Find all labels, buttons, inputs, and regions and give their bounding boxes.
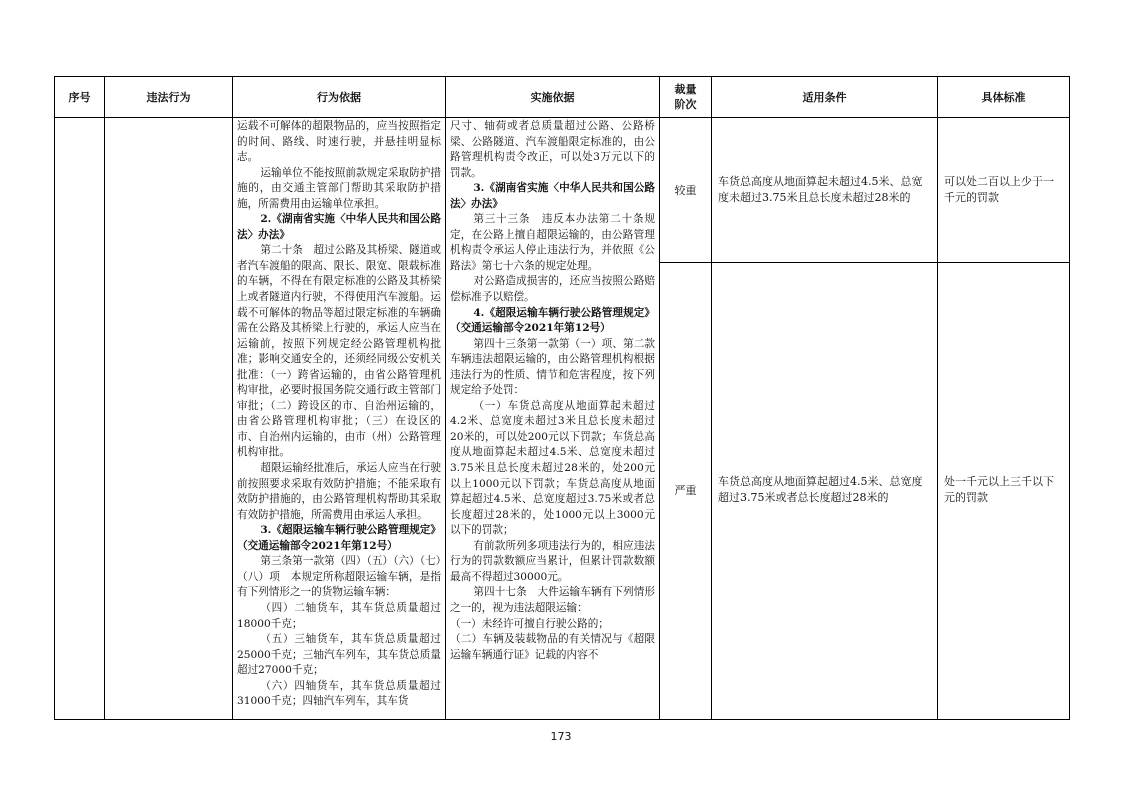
header-level-line1: 裁量 (674, 83, 697, 96)
header-level-line2: 阶次 (674, 98, 697, 111)
impl-text: （一）车货总高度从地面算起未超过4.2米、总宽度未超过3米且总长度未超过20米的，可以处200元以下罚款；车货总高度从地面算起未超过4.5米、总宽度未超过3.75米且总长度未超过28米的，处200元以上1000元以下罚款；车货总高度从地面算起超过4.5米、总宽度超过3.75米或者总长度超过28米的，处1000元以上3000元以下的罚款； (450, 399, 655, 537)
header-implementation: 实施依据 (446, 77, 660, 118)
header-level (660, 77, 712, 118)
table-row (55, 118, 1070, 720)
basis-text: （四）二轴货车，其车货总质量超过18000千克； (237, 601, 441, 630)
condition-row2 (712, 263, 937, 717)
basis-text: （六）四轴货车，其车货总质量超过31000千克；四轴汽车列车，其车货 (237, 679, 441, 708)
basis-text: 超限运输经批准后，承运人应当在行驶前按照要求采取有效防护措施；不能采取有效防护措施的，由公路管理机构帮助其采取有效防护措施，所需费用由承运人承担。 (237, 462, 441, 521)
header-standard: 具体标准 (938, 77, 1070, 118)
impl-text: 第四十三条第一款第（一）项、第二款 车辆违法超限运输的，由公路管理机构根据违法行为的性质、情节和危害程度，按下列规定给予处罚： (450, 337, 666, 397)
table-header-row (55, 77, 1070, 118)
impl-text: （一）未经许可擅自行驶公路的； (450, 617, 609, 630)
cell-implementation (446, 118, 666, 720)
page-number: 173 (550, 730, 572, 743)
condition-heavy: 车货总高度从地面算起未超过4.5米、总宽度未超过3.75米且总长度未超过28米的 (718, 175, 923, 204)
basis-text: 运输单位不能按照前款规定采取防护措施的，由交通主管部门帮助其采取防护措施，所需费用由运输单位承担。 (237, 166, 441, 210)
impl-text: 第四十七条 大件运输车辆有下列情形之一的，视为违法超限运输： (450, 586, 655, 614)
level-severe: 严重 (674, 484, 697, 497)
basis-text: 第二十条 超过公路及其桥梁、隧道或者汽车渡船的限高、限长、限宽、限载标准的车辆，不得在有限定标准的公路及其桥梁上或者隧道内行驶，不得使用汽车渡船。运载不可解体的物品等超过限定标准的车辆确需在公路及其桥梁上行驶的，承运人应当在运输前，按照下列规定经公路管理机构批准；影响交通安全的，还须经同级公安机关批准：（一）跨省运输的，由省公路管理机构审批，必要时报国务院交通行政主管部门审批；（二）跨设区的市、自治州运输的，由省公路管理机构审批；（三）在设区的市、自治州内运输的，由市（州）公路管理机构审批。 (237, 244, 441, 459)
impl-law-title: 4.《超限运输车辆行驶公路管理规定》（交通运输部令2021年第12号） (450, 306, 655, 335)
level-heavy: 较重 (674, 184, 697, 197)
standard-severe: 处一千元以上三千以下元的罚款 (944, 475, 1054, 504)
level-row1 (660, 118, 711, 263)
cell-standard (938, 118, 1070, 720)
penalty-table (54, 76, 1070, 720)
impl-text: 尺寸、轴荷或者总质量超过公路、公路桥梁、公路隧道、汽车渡船限定标准的，由公路管理机构责令改正，可以处3万元以下的罚款。 (450, 120, 655, 179)
impl-text: 有前款所列多项违法行为的，相应违法行为的罚款数额应当累计，但累计罚款数额最高不得超过30000元。 (450, 539, 655, 583)
impl-text: 对公路造成损害的，还应当按照公路赔偿标准予以赔偿。 (450, 275, 655, 304)
cell-level (660, 118, 712, 720)
header-no: 序号 (55, 77, 105, 118)
basis-law-title: 2.《湖南省实施〈中华人民共和国公路法〉办法》 (237, 213, 441, 241)
basis-text: （五）三轴货车，其车货总质量超过25000千克；三轴汽车列车，其车货总质量超过27000千克； (237, 633, 441, 677)
basis-law-title: 3.《超限运输车辆行驶公路管理规定》（交通运输部令2021年第12号） (237, 524, 441, 552)
cell-no (55, 118, 105, 720)
impl-text: 第三十三条 违反本办法第二十条规定，在公路上擅自超限运输的，由公路管理机构责令承运人停止违法行为，并依照《公路法》第七十六条的规定处理。 (450, 213, 655, 272)
impl-text: （二）车辆及装载物品的有关情况与《超限运输车辆通行证》记载的内容不 (450, 633, 655, 661)
header-condition: 适用条件 (712, 77, 938, 118)
header-basis: 行为依据 (233, 77, 446, 118)
condition-row1 (712, 118, 937, 263)
standard-row2 (938, 263, 1069, 717)
basis-text: 第三条第一款第（四）（五）（六）（七）（八）项 本规定所称超限运输车辆，是指有下列情形之一的货物运输车辆： (237, 555, 441, 599)
condition-severe: 车货总高度从地面算起超过4.5米、总宽度超过3.75米或者总长度超过28米的 (718, 475, 923, 504)
standard-heavy: 可以处二百以上少于一千元的罚款 (944, 175, 1054, 204)
cell-condition (712, 118, 938, 720)
cell-violation (105, 118, 233, 720)
cell-basis (233, 118, 446, 720)
standard-row1 (938, 118, 1069, 263)
header-violation: 违法行为 (105, 77, 233, 118)
impl-law-title: 3.《湖南省实施〈中华人民共和国公路法〉办法》 (450, 182, 655, 210)
level-row2 (660, 263, 711, 717)
basis-text: 运载不可解体的超限物品的，应当按照指定的时间、路线、时速行驶，并悬挂明显标志。 (237, 120, 441, 164)
